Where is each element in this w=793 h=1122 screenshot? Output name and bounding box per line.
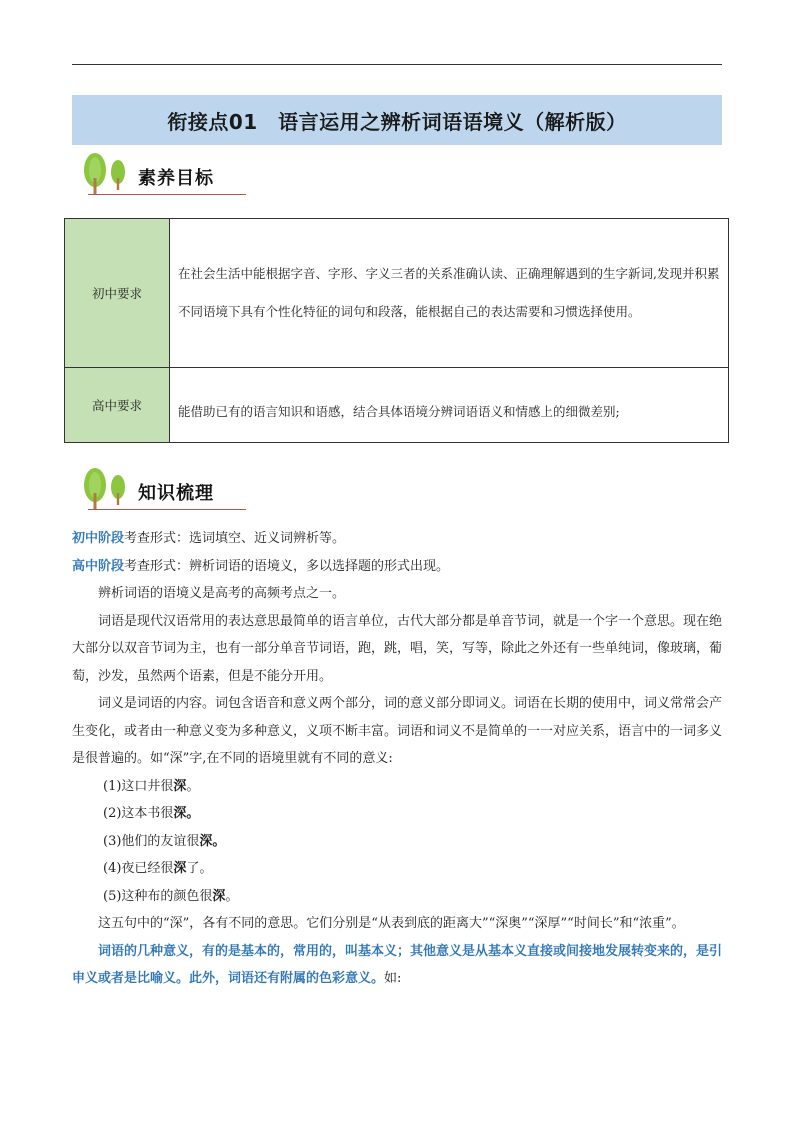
example-item: (2)这本书很深。 — [103, 806, 200, 821]
example-item: (1)这口井很深。 — [103, 778, 200, 794]
title-banner — [72, 95, 722, 145]
section-title: 素养目标 — [138, 168, 214, 189]
stage-text: 考查形式：辨析词语的语境义，多以选择题的形式出现。 — [124, 558, 450, 574]
stage-text: 考查形式：选词填空、近义词辨析等。 — [124, 531, 346, 546]
example-item: (4)夜已经很深了。 — [103, 861, 213, 876]
section-header-goals — [78, 150, 248, 198]
page-title: 衔接点01 语言运用之辨析词语语境义（解析版） — [167, 109, 627, 134]
goals-table — [64, 218, 729, 443]
paragraph: 词义是词语的内容。词包含语音和意义两个部分，词的意义部分即词义。词语在长期的使用中，词义常常会产生变化，或者由一种意义变为多种意义，义项不断丰富。词语和词义不是简单的一一对应关系，语言中的一词多义是很普遍的。如“深”字,在不同的语境里就有不同的意义: — [72, 696, 723, 766]
emphasis-text: 词语的几种意义，有的是基本的，常用的，叫基本义；其他意义是从基本义直接或间接地发展转变来的，是引申义或者是比喻义。此外，词语还有附属的色彩意义。 — [72, 943, 723, 986]
example-item: (3)他们的友谊很深。 — [103, 833, 226, 849]
paragraph-tail: 如: — [384, 971, 402, 986]
section-underline — [88, 194, 246, 195]
paragraph-emphasis — [72, 938, 727, 993]
knowledge-body — [72, 525, 727, 993]
header-rule — [72, 64, 722, 65]
paragraph: 这五句中的“深”，各有不同的意思。它们分别是“从表到底的距离大”“深奥”“深厚”“时间长”和“浓重”。 — [98, 916, 685, 931]
stage-label: 初中阶段 — [72, 531, 125, 546]
paragraph: 词语是现代汉语常用的表达意思最简单的语言单位，古代大部分都是单音节词，就是一个字一个意思。现在绝大部分以双音节词为主，也有一部分单音节词语，跑，跳，唱，笑，写等，除此之外还有一些单纯词，像玻璃，葡萄，沙发，虽然两个语素，但是不能分开用。 — [72, 613, 723, 684]
section-title: 知识梳理 — [138, 483, 214, 504]
row-text: 能借助已有的语言知识和语感，结合具体语境分辨词语语义和情感上的细微差别; — [170, 368, 729, 443]
table-row — [65, 219, 729, 368]
row-label: 高中要求 — [65, 368, 170, 443]
section-header-knowledge — [78, 465, 248, 513]
tree-icon — [78, 150, 138, 196]
paragraph: 辨析词语的语境义是高考的高频考点之一。 — [98, 586, 346, 601]
tree-icon — [78, 465, 138, 511]
paragraph-senior — [72, 553, 727, 581]
table-row — [65, 368, 729, 443]
paragraph-junior — [72, 525, 727, 553]
stage-label: 高中阶段 — [72, 558, 125, 574]
row-text: 在社会生活中能根据字音、字形、字义三者的关系准确认读、正确理解遇到的生字新词,发现并积累不同语境下具有个性化特征的词句和段落，能根据自己的表达需要和习惯选择使用。 — [170, 219, 729, 368]
row-label: 初中要求 — [65, 219, 170, 368]
example-item: (5)这种布的颜色很深。 — [103, 888, 239, 904]
section-underline — [88, 509, 246, 510]
